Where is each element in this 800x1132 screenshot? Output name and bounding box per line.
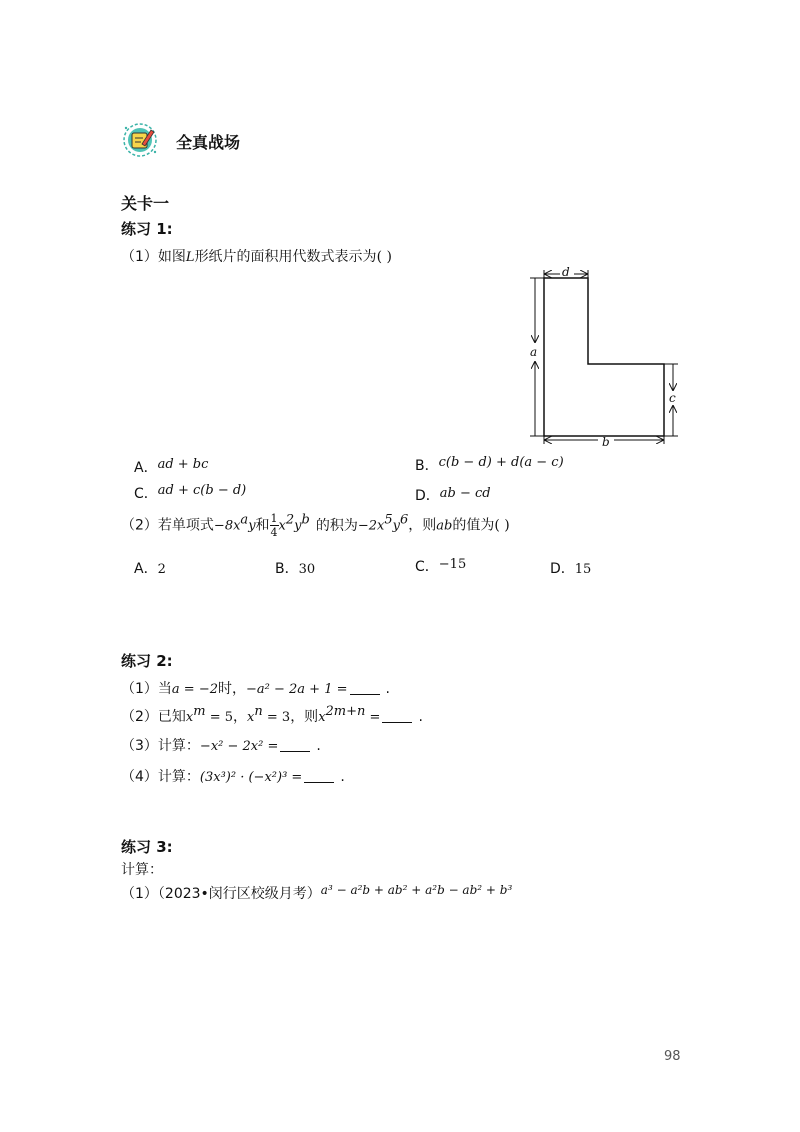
pencil-note-icon	[118, 118, 162, 162]
answer-blank	[280, 739, 310, 752]
label-c: c	[669, 391, 676, 405]
ex3-subtitle: 计算：	[121, 862, 163, 878]
exercise-3-title: 练习 3:	[121, 838, 173, 856]
exercise-2-title: 练习 2:	[121, 652, 173, 670]
l-shape-figure	[516, 262, 686, 450]
label-a: a	[530, 345, 538, 359]
answer-bracket: ( )	[494, 517, 510, 534]
option-b[interactable]: B．c(b − d) + d(a − c)	[415, 455, 564, 474]
q2-option-b[interactable]: B．30	[275, 561, 316, 577]
ex2-q2: （2）已知$x^m = 5$，$x^n = 3$，则$x^{2m+n}$ = .	[121, 704, 423, 725]
ex2-q3: （3）计算：−x² − 2x² = .	[121, 738, 321, 754]
option-a[interactable]: A．ad + bc	[134, 457, 209, 476]
label-b: b	[602, 435, 610, 449]
q2-option-d[interactable]: D．15	[550, 561, 592, 577]
q2-option-a[interactable]: A．2	[134, 561, 166, 577]
option-c[interactable]: C．ad + c(b − d)	[134, 483, 247, 502]
page-number: 98	[664, 1049, 681, 1064]
ex2-q4: （4）计算：(3x³)² · (−x²)³ = .	[121, 769, 345, 785]
label-d: d	[562, 265, 570, 279]
answer-bracket: ( )	[376, 249, 392, 265]
ex1-q2-stem: （2）若单项式$-8x^ay$和 $\frac{1}{4}$ $x^2y^b$ 的积为$-2x^5y^6$，则ab的值为( )	[121, 512, 510, 539]
ex2-q1: （1）当a = −2时，−a² − 2a + 1 = .	[121, 681, 390, 697]
answer-blank	[350, 682, 380, 695]
page-title: 全真战场	[176, 133, 241, 152]
exercise-1-title: 练习 1:	[121, 220, 173, 238]
fraction: $\frac{1}{4}$	[270, 512, 278, 539]
answer-blank	[304, 770, 334, 783]
option-d[interactable]: D．ab − cd	[415, 486, 491, 504]
answer-blank	[382, 710, 412, 723]
ex1-q1-stem: （1）如图L形纸片的面积用代数式表示为( )	[121, 249, 392, 265]
level-heading: 关卡一	[121, 194, 170, 213]
ex3-q1: （1）（2023•闵行区校级月考）a³ − a²b + ab² + a²b − ab² + b³	[121, 883, 513, 902]
q2-option-c[interactable]: C．−15	[415, 557, 467, 575]
